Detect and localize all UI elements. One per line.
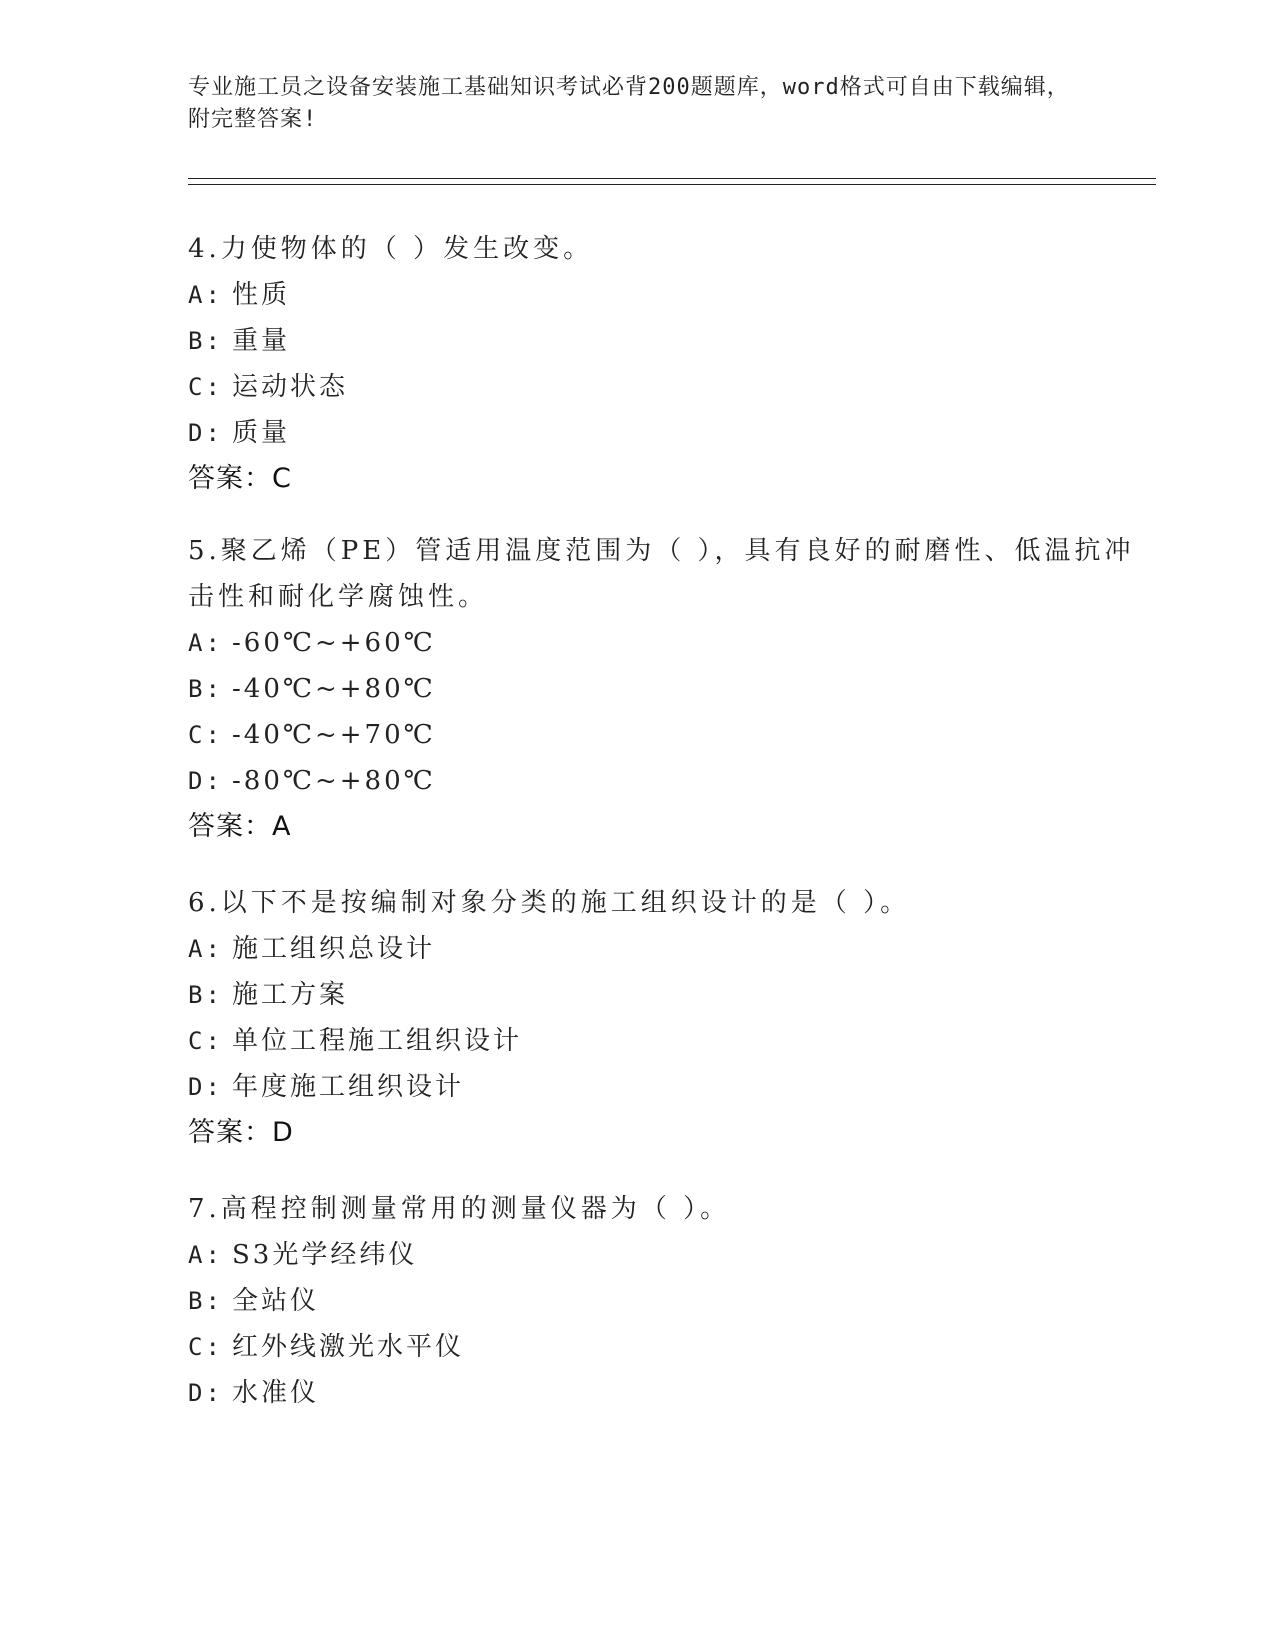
- option-c: [188, 1018, 1148, 1064]
- option-key: C:: [188, 721, 223, 749]
- option-key: D:: [188, 1379, 223, 1407]
- option-b: [188, 1278, 1148, 1324]
- option-b: [188, 972, 1148, 1018]
- option-key: A:: [188, 935, 223, 963]
- question-prompt: 7.高程控制测量常用的测量仪器为（ ）。: [188, 1194, 731, 1224]
- option-text: S3光学经纬仪: [232, 1240, 418, 1270]
- option-d: [188, 758, 1148, 804]
- option-d: [188, 410, 1148, 456]
- option-text: 水准仪: [232, 1378, 320, 1408]
- option-key: B:: [188, 327, 223, 355]
- option-a: [188, 926, 1148, 972]
- question-7: [188, 1186, 1148, 1416]
- option-key: C:: [188, 1027, 223, 1055]
- option-a: [188, 1232, 1148, 1278]
- option-key: C:: [188, 1333, 223, 1361]
- option-text: 运动状态: [232, 372, 349, 402]
- option-b: [188, 666, 1148, 712]
- header-double-rule: [188, 178, 1156, 185]
- question-prompt: 6.以下不是按编制对象分类的施工组织设计的是（ ）。: [188, 888, 911, 918]
- answer-line: 答案：C: [188, 463, 292, 494]
- option-text: 重量: [232, 326, 291, 356]
- document-header: 专业施工员之设备安装施工基础知识考试必背200题题库，word格式可自由下载编辑，附完整答案!: [188, 75, 1070, 132]
- question-4: [188, 226, 1148, 502]
- option-text: 质量: [232, 418, 291, 448]
- option-key: A:: [188, 629, 223, 657]
- option-c: [188, 1324, 1148, 1370]
- option-a: [188, 620, 1148, 666]
- option-text: 单位工程施工组织设计: [232, 1026, 523, 1056]
- option-text: -40℃~+70℃: [232, 720, 436, 750]
- option-d: [188, 1370, 1148, 1416]
- option-key: B:: [188, 675, 223, 703]
- option-c: [188, 364, 1148, 410]
- option-key: A:: [188, 1241, 223, 1269]
- option-key: B:: [188, 981, 223, 1009]
- option-text: -60℃~+60℃: [232, 628, 436, 658]
- option-key: B:: [188, 1287, 223, 1315]
- option-text: 施工组织总设计: [232, 934, 436, 964]
- question-prompt: 5.聚乙烯（PE）管适用温度范围为（ ），具有良好的耐磨性、低温抗冲击性和耐化学腐蚀性。: [188, 536, 1135, 612]
- question-5: [188, 528, 1148, 850]
- option-text: 红外线激光水平仪: [232, 1332, 465, 1362]
- option-a: [188, 272, 1148, 318]
- option-b: [188, 318, 1148, 364]
- option-text: 施工方案: [232, 980, 349, 1010]
- option-text: 全站仪: [232, 1286, 320, 1316]
- option-text: -40℃~+80℃: [232, 674, 436, 704]
- option-key: D:: [188, 1073, 223, 1101]
- option-key: D:: [188, 419, 223, 447]
- question-prompt: 4.力使物体的（ ）发生改变。: [188, 234, 594, 264]
- option-text: 性质: [232, 280, 291, 310]
- option-key: D:: [188, 767, 223, 795]
- question-6: [188, 880, 1148, 1156]
- option-c: [188, 712, 1148, 758]
- option-text: 年度施工组织设计: [232, 1072, 465, 1102]
- option-text: -80℃~+80℃: [232, 766, 436, 796]
- answer-line: 答案：D: [188, 1117, 294, 1148]
- option-d: [188, 1064, 1148, 1110]
- option-key: A:: [188, 281, 223, 309]
- answer-line: 答案：A: [188, 811, 292, 842]
- option-key: C:: [188, 373, 223, 401]
